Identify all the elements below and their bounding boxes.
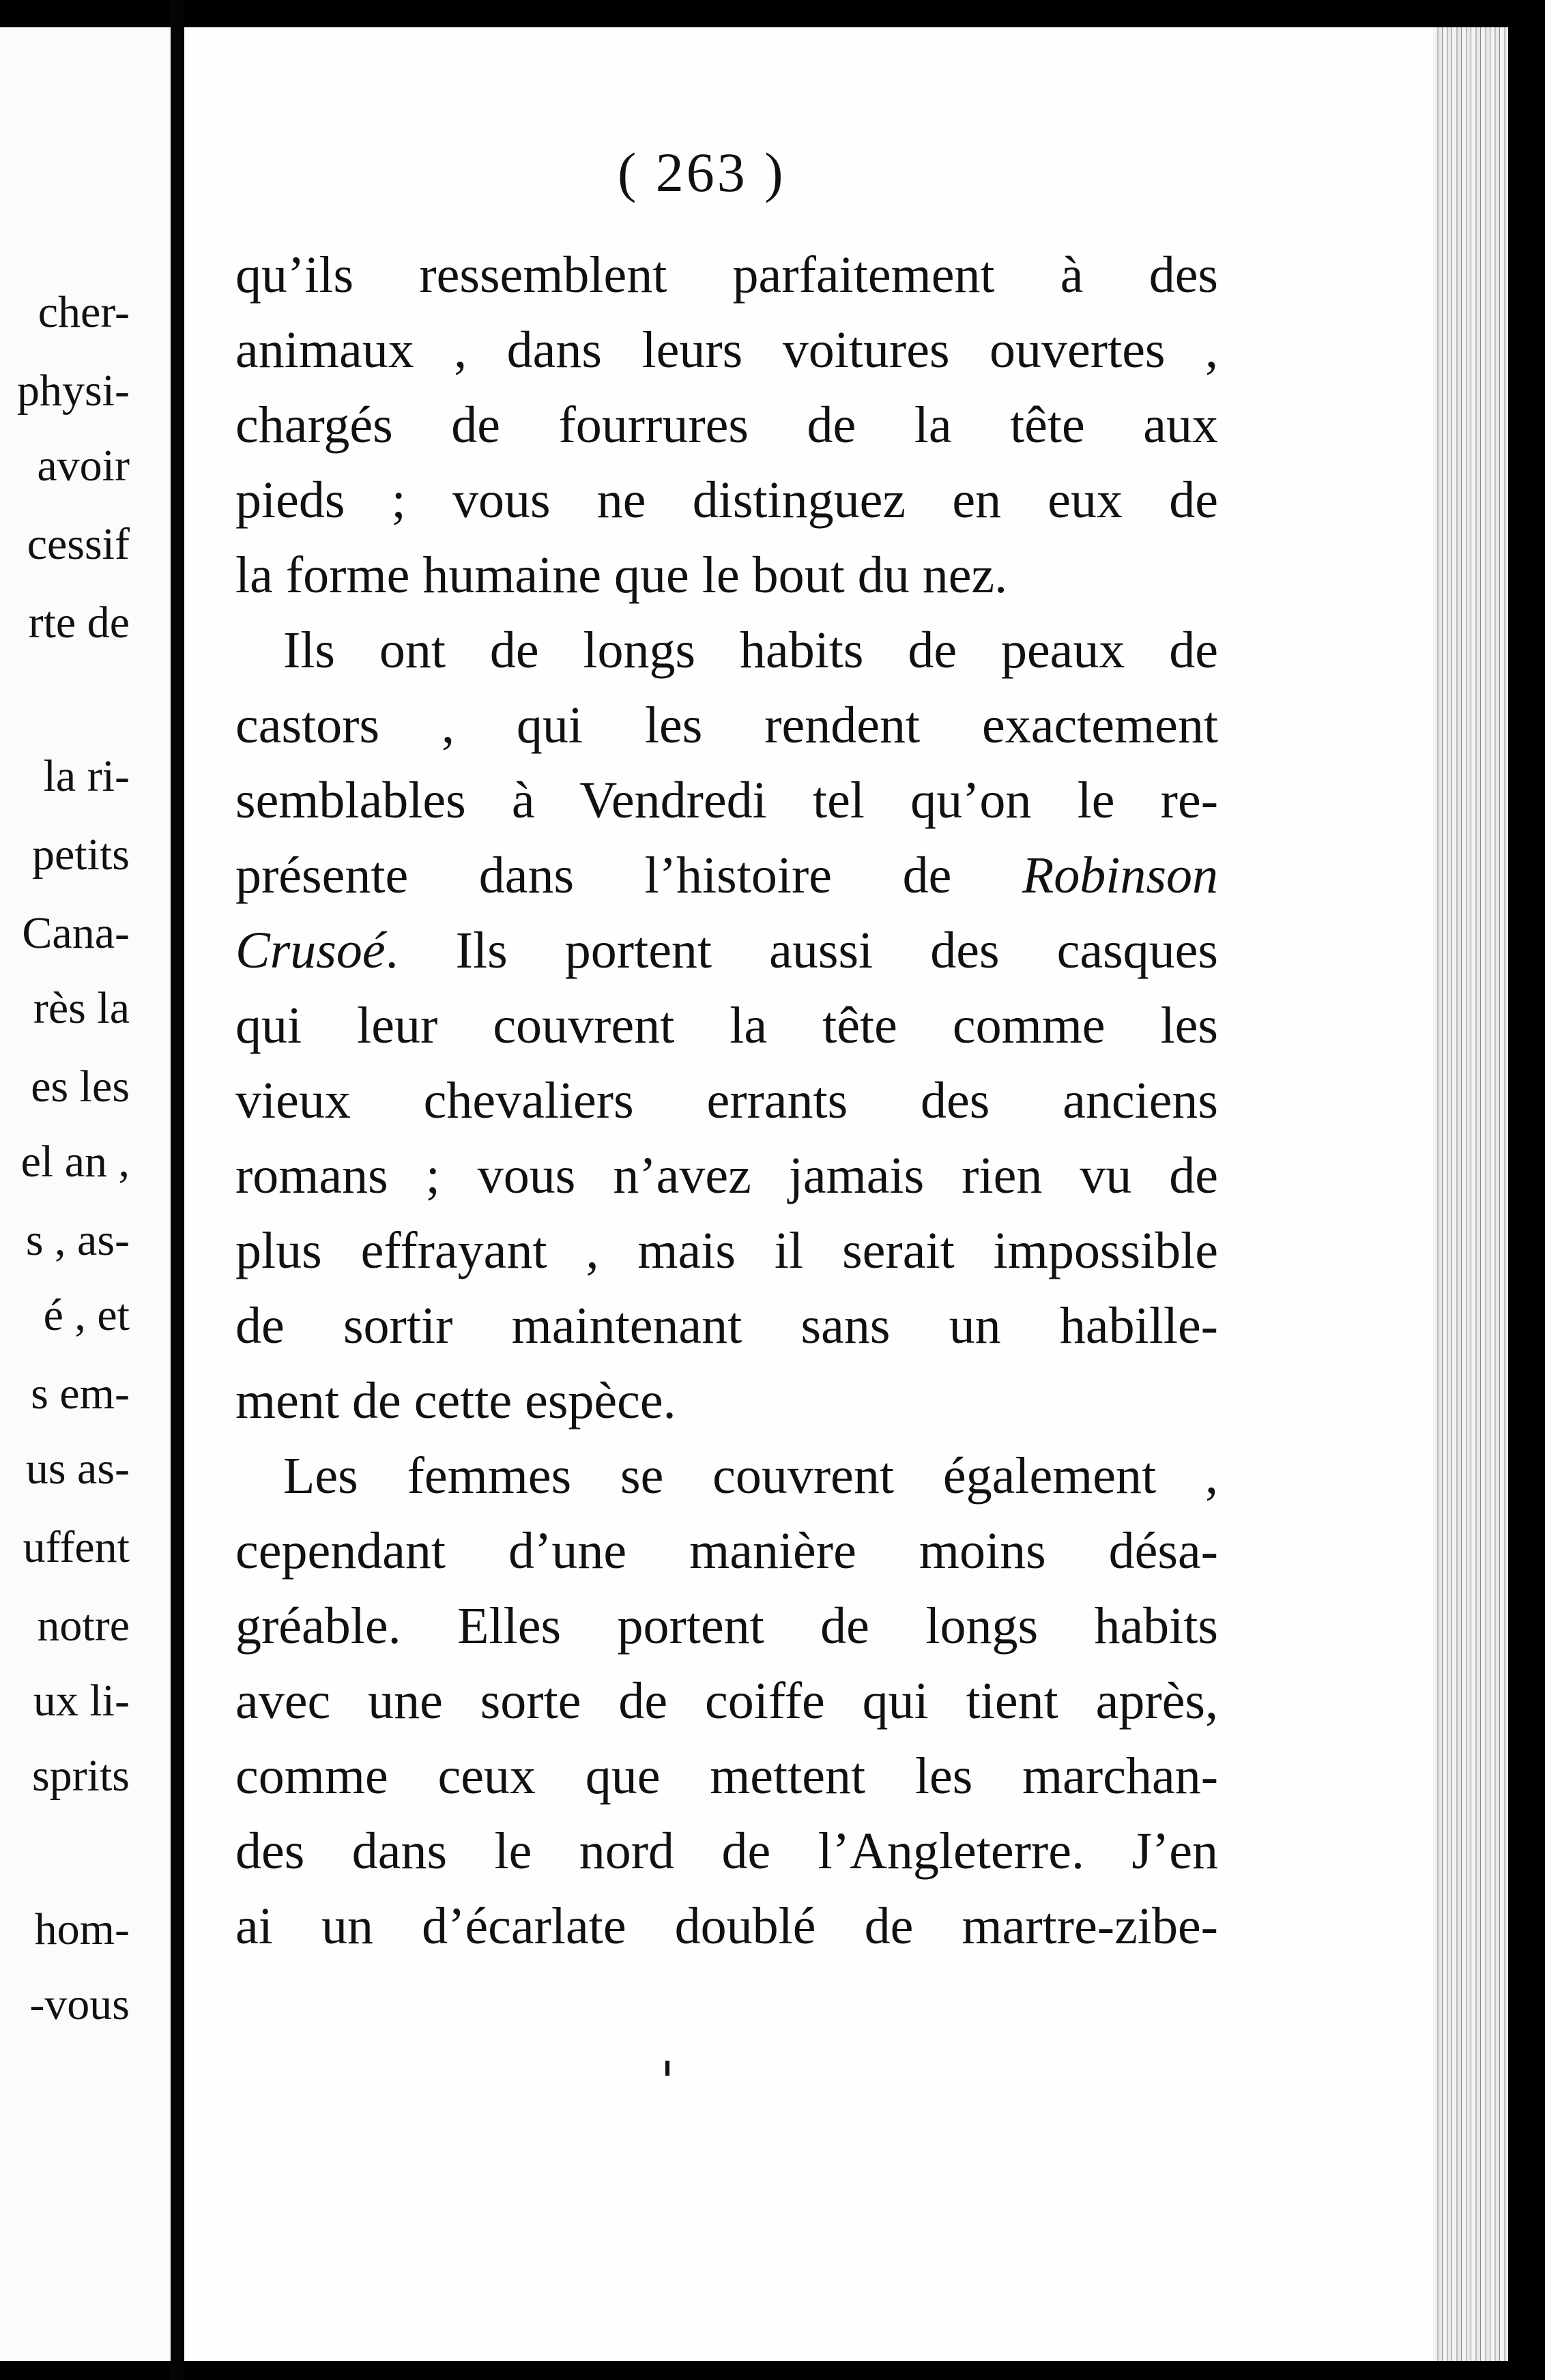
text-line: qui leur couvrent la tête comme les (235, 997, 1218, 1054)
page-number: ( 263 ) (618, 141, 786, 203)
text-line: castors , qui les rendent exactement (235, 697, 1218, 754)
text-line: qu’ils ressemblent parfaitement à des (235, 246, 1218, 304)
text-line: des dans le nord de l’Angleterre. J’en (235, 1823, 1218, 1880)
text-segment: . Ils portent aussi des casques (385, 922, 1218, 979)
fragment-line: -vous (29, 1979, 130, 2029)
text-line (235, 922, 1218, 979)
text-line: vieux chevaliers errants des anciens (235, 1072, 1218, 1129)
text-line: romans ; vous n’avez jamais rien vu de (235, 1147, 1218, 1204)
text-line: ai un d’écarlate doublé de martre-zibe- (235, 1898, 1218, 1955)
fragment-line: us as- (25, 1444, 130, 1494)
text-line: semblables à Vendredi tel qu’on le re- (235, 772, 1218, 829)
text-line: pieds ; vous ne distinguez en eux de (235, 471, 1218, 529)
fragment-line: Cana- (22, 908, 130, 958)
text-line: avec une sorte de coiffe qui tient après, (235, 1672, 1218, 1730)
text-segment: présente dans l’histoire de (235, 847, 1022, 904)
book-gutter (171, 0, 184, 2380)
fragment-line: é , et (43, 1290, 130, 1340)
page-edges (1433, 27, 1508, 2361)
text-line: ment de cette espèce. (235, 1372, 676, 1430)
text-line: chargés de fourrures de la tête aux (235, 396, 1218, 454)
fragment-line: avoir (37, 441, 130, 491)
fragment-line: ux li- (33, 1676, 130, 1726)
text-line (235, 847, 1218, 904)
fragment-line: cher- (38, 287, 130, 337)
fragment-line: s , as- (25, 1215, 130, 1265)
italic-title: Robinson (1022, 847, 1218, 904)
text-line: Ils ont de longs habits de peaux de (283, 622, 1218, 679)
text-line: de sortir maintenant sans un habille- (235, 1297, 1218, 1354)
fragment-line: hom- (34, 1904, 130, 1954)
fragment-line: s em- (31, 1369, 130, 1419)
fragment-line: es les (31, 1062, 130, 1112)
fragment-line: sprits (31, 1751, 130, 1801)
text-line: gréable. Elles portent de longs habits (235, 1597, 1218, 1655)
fragment-line: el an , (20, 1137, 130, 1187)
fragment-line: la ri- (43, 751, 130, 801)
text-line: animaux , dans leurs voitures ouvertes , (235, 321, 1218, 379)
fragment-line: petits (32, 830, 130, 880)
text-line: Les femmes se couvrent également , (283, 1447, 1218, 1505)
facing-page-fragment (0, 27, 171, 2361)
text-line: comme ceux que mettent les marchan- (235, 1747, 1218, 1805)
fragment-line: rès la (33, 983, 130, 1033)
fragment-line: cessif (27, 519, 130, 569)
ink-mark (665, 2061, 669, 2076)
fragment-line: rte de (28, 598, 130, 648)
text-line: plus effrayant , mais il serait impossible (235, 1222, 1218, 1279)
fragment-line: uffent (23, 1522, 130, 1572)
text-line: cependant d’une manière moins désa- (235, 1522, 1218, 1580)
fragment-line: notre (37, 1601, 130, 1651)
text-line: la forme humaine que le bout du nez. (235, 547, 1008, 604)
fragment-line: physi- (17, 366, 130, 416)
italic-title: Crusoé (235, 922, 386, 979)
